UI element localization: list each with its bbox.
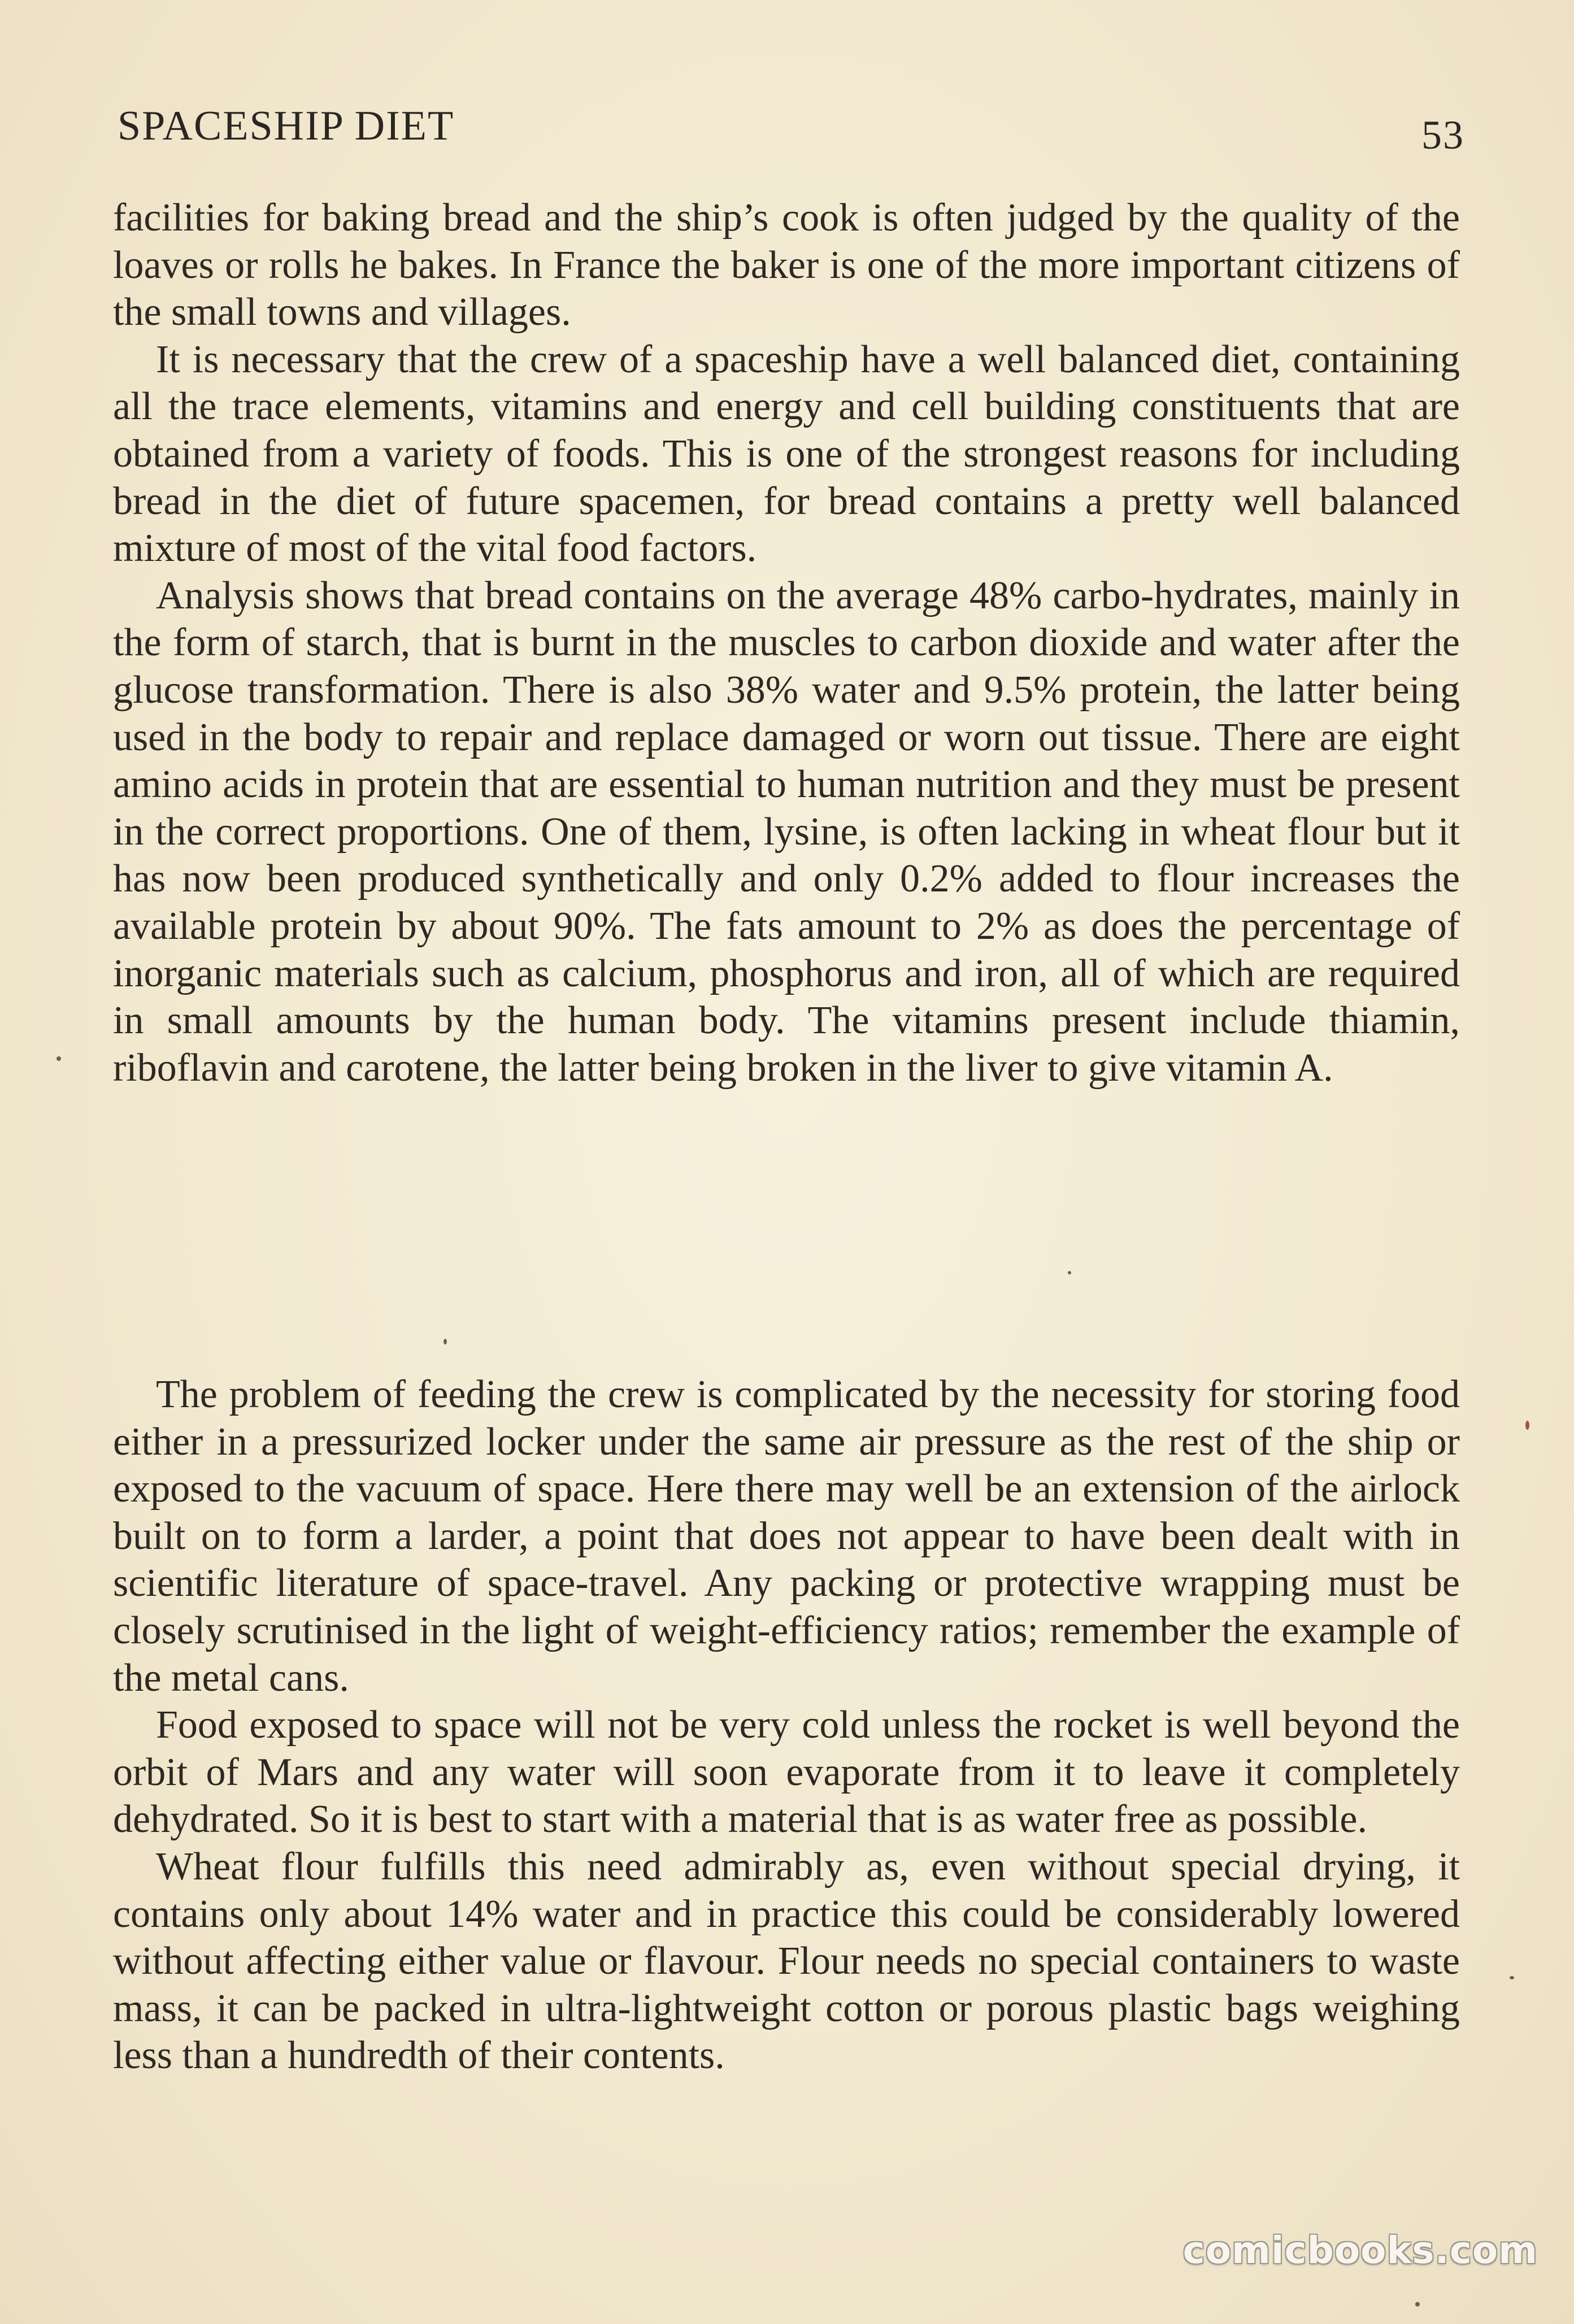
watermark-logo: comicbooks.com [1182,2229,1538,2272]
paragraph-food-storage: The problem of feeding the crew is complicated by the necessity for storing food either in a pressurized locker under the same air pressure as the rest of the ship or exposed to the vacuum of space. Here there may well be an extension of the airlock built on to form a larder, a point that does not appear to have been dealt with in scientific literature of space-travel. Any packing or protective wrapping must be closely scrutinised in the light of weight-efficiency ratios; remember the example of the metal cans. [113,1373,1460,1700]
paper-speck [1068,1271,1071,1274]
paragraph-balanced-diet: It is necessary that the crew of a spaceship have a well balanced diet, containing all the trace elements, vitamins and energy and cell building constituents that are obtained from a variety of foods. This is one of the strongest reasons for including bread in the diet of future spacemen, for bread contains a pretty well balanced mixture of most of the vital food factors. [113,337,1460,571]
paper-speck [56,1056,61,1061]
paragraph-wheat-flour: Wheat flour fulfills this need admirably as, even without special drying, it contains only about 14% water and in practice this could be considerably lowered without affecting either value or flavour. Flour needs no special containers to waste mass, it can be packed in ultra-lightweight cotton or porous plastic bags weighing less than a hundredth of their contents. [113,1844,1460,2078]
text-block-upper [113,194,1460,1091]
paper-speck [1415,2302,1420,2306]
paper-speck [1525,1421,1529,1430]
text-block-lower [113,1371,1460,2079]
page-number: 53 [1421,112,1464,158]
running-head [118,95,1464,157]
paper-speck [1510,1976,1514,1979]
paragraph-food-in-space: Food exposed to space will not be very cold unless the rocket is well beyond the orbit of Mars and any water will soon evaporate from it to leave it completely dehydrated. So it is best to start with a material that is as water free as possible. [113,1703,1460,1842]
paragraph-continued: facilities for baking bread and the ship’s cook is often judged by the quality of the loaves or rolls he bakes. In France the baker is one of the more important citizens of the small towns and villages. [113,196,1460,334]
paper-speck [443,1339,447,1344]
paragraph-bread-analysis: Analysis shows that bread contains on the average 48% carbo-hydrates, mainly in the form of starch, that is burnt in the muscles to carbon dioxide and water after the glucose transformation. There is also 38% water and 9.5% protein, the latter being used in the body to repair and replace damaged or worn out tissue. There are eight amino acids in protein that are essential to human nutrition and they must be present in the correct proportions. One of them, lysine, is often lacking in wheat flour but it has now been produced synthetically and only 0.2% added to flour increases the available protein by about 90%. The fats amount to 2% as does the percentage of inorganic materials such as calcium, phosphorus and iron, all of which are required in small amounts by the human body. The vitamins present include thiamin, riboflavin and carotene, the latter being broken in the liver to give vitamin A. [113,573,1460,1090]
running-title: SPACESHIP DIET [118,103,455,149]
